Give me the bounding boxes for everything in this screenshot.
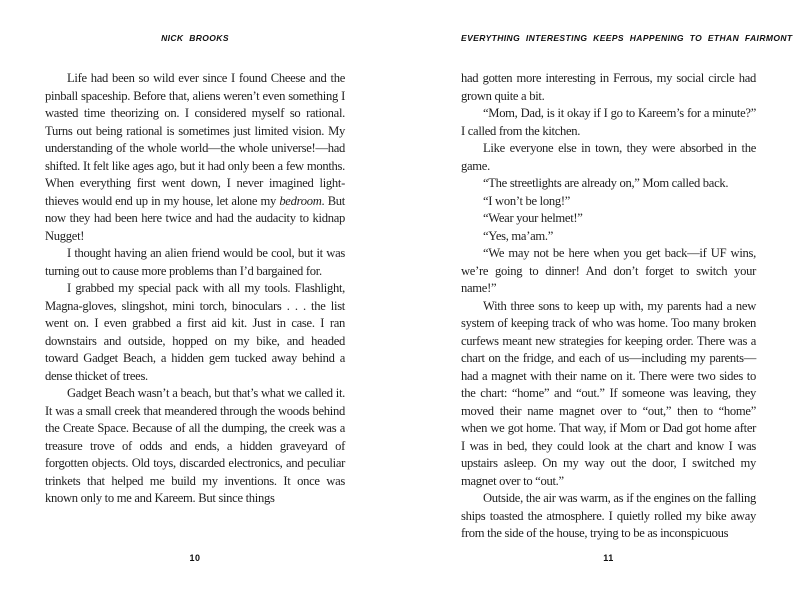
page-number: 10 [189, 553, 201, 563]
paragraph [461, 193, 756, 211]
paragraph [45, 385, 345, 508]
paragraph-text: I thought having an alien friend would be cool, but it was turning out to cause more problems than I’d bargained for. [45, 246, 345, 278]
paragraph [461, 175, 756, 193]
paragraph-text: I grabbed my special pack with all my tools. Flashlight, Magna-gloves, slingshot, mini torch, binoculars . . . the list went on. I even grabbed a first aid kit. Just in case. I ran downstairs and outside, hopped on my bike, and headed toward Gadget Beach, a hidden gem tucked away behind a dense thicket of trees. [45, 281, 345, 383]
right-page [461, 0, 793, 600]
paragraph-text: Gadget Beach wasn’t a beach, but that’s what we called it. It was a small creek that meandered through the woods behind the Create Space. Because of all the dumping, the creek was a treasure trove of odds and ends, a hidden graveyard of forgotten objects. Old toys, discarded electronics, and peculiar trinkets that helped me build my inventions. It once was known only to me and Kareem. But since things [45, 386, 345, 505]
paragraph [45, 70, 345, 245]
paragraph-text: . But now they had been here twice and had the audacity to kidnap Nugget! [45, 193, 345, 243]
paragraph [461, 140, 756, 175]
paragraph-text: Life had been so wild ever since I found Cheese and the pinball spaceship. Before that, aliens weren’t even something I wasted time theorizing on. I considered myself so rational. Turns out being rational is sometimes just limited vision. My understanding of the whole world—the whole universe!—had shifted. It felt like ages ago, but it had only been a few months. When everything first went down, I never imagined light-thieves would end up in my house, let alone my [45, 71, 345, 208]
paragraph-text: “We may not be here when you get back—if UF wins, we’re going to dinner! And don’t forget to switch your name!” [461, 246, 756, 295]
left-page-body [45, 70, 345, 508]
paragraph [461, 228, 756, 246]
paragraph-text: With three sons to keep up with, my parents had a new system of keeping track of who was home. Too many broken curfews meant new strategies for keeping order. There was a chart on the fridge, and each of us—including my parents—had a magnet with their name on it. There were two sides to the chart: “home” and “out.” If someone was leaving, they moved their name magnet over to “out,” then to “home” when we got home. That way, if Mom or Dad got home after I was in bed, they could look at the chart and know I was upstairs asleep. On my way out the door, I switched my magnet over to “out.” [461, 298, 756, 488]
paragraph [461, 105, 756, 140]
paragraph-text: “The streetlights are already on,” Mom called back. [483, 176, 729, 190]
running-header-title: EVERYTHING INTERESTING KEEPS HAPPENING TO ETHAN FAIRMONT [461, 33, 793, 43]
paragraph-text: “Wear your helmet!” [483, 211, 583, 225]
paragraph-text: “Mom, Dad, is it okay if I go to Kareem’s for a minute?” I called from the kitchen. [461, 106, 756, 138]
paragraph [461, 210, 756, 228]
paragraph [461, 490, 756, 543]
left-page [45, 0, 345, 600]
paragraph [45, 245, 345, 280]
paragraph [461, 298, 756, 491]
paragraph-text-italic: bedroom [279, 193, 322, 208]
page-number: 11 [603, 553, 614, 563]
paragraph-text: Like everyone else in town, they were absorbed in the game. [461, 141, 756, 173]
paragraph-text: had gotten more interesting in Ferrous, my social circle had grown quite a bit. [461, 71, 756, 103]
running-header-author: NICK BROOKS [161, 33, 229, 43]
paragraph [461, 70, 756, 105]
paragraph-text: “I won’t be long!” [483, 193, 571, 208]
paragraph-text: Outside, the air was warm, as if the engines on the falling ships toasted the atmosphere. I quietly rolled my bike away from the side of the house, trying to be as inconspicuous [461, 491, 756, 540]
right-page-body [461, 70, 756, 543]
paragraph [461, 245, 756, 298]
paragraph-text: “Yes, ma’am.” [483, 228, 554, 243]
paragraph [45, 280, 345, 385]
